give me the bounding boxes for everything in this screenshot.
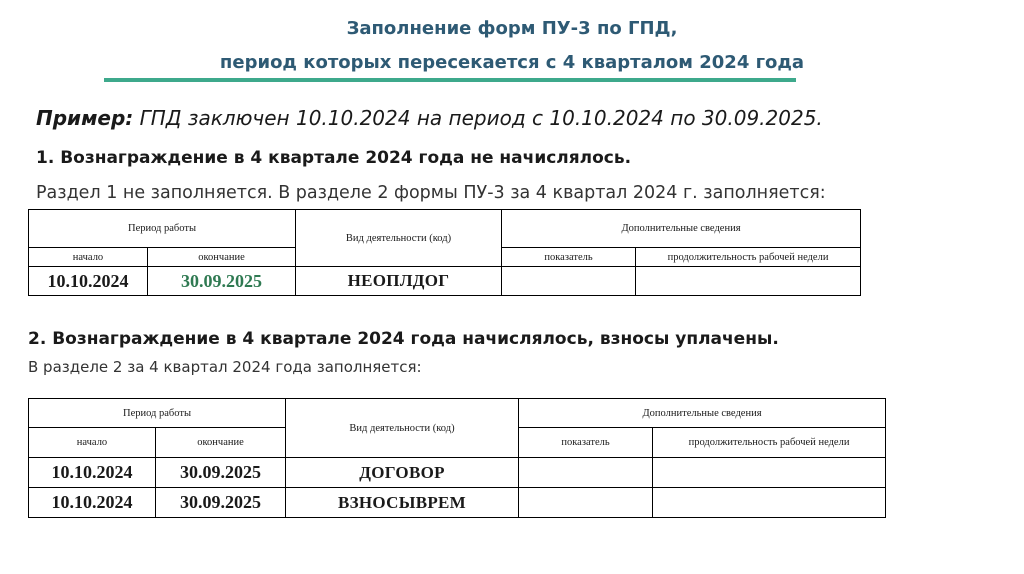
header-end: окончание bbox=[156, 428, 286, 458]
cell-indicator bbox=[519, 488, 653, 518]
cell-week-length bbox=[653, 458, 886, 488]
cell-start-date: 10.10.2024 bbox=[29, 488, 156, 518]
header-start: начало bbox=[29, 428, 156, 458]
cell-end-date: 30.09.2025 bbox=[148, 267, 296, 296]
cell-start-date: 10.10.2024 bbox=[29, 267, 148, 296]
table-row bbox=[29, 267, 861, 296]
cell-activity-code: НЕОПЛДОГ bbox=[296, 267, 502, 296]
header-indicator: показатель bbox=[502, 248, 636, 267]
header-end: окончание bbox=[148, 248, 296, 267]
table-row bbox=[29, 488, 886, 518]
cell-indicator bbox=[519, 458, 653, 488]
page-title-line-2: период которых пересекается с 4 кварталом 2024 года bbox=[219, 52, 805, 73]
cell-week-length bbox=[653, 488, 886, 518]
section-2-note: В разделе 2 за 4 квартал 2024 года заполняется: bbox=[28, 358, 422, 376]
header-week-length: продолжительность рабочей недели bbox=[653, 428, 886, 458]
cell-week-length bbox=[636, 267, 861, 296]
header-indicator: показатель bbox=[519, 428, 653, 458]
cell-activity-code: ВЗНОСЫВРЕМ bbox=[286, 488, 519, 518]
header-period: Период работы bbox=[29, 399, 286, 428]
table-row bbox=[29, 458, 886, 488]
header-start: начало bbox=[29, 248, 148, 267]
header-week-length: продолжительность рабочей недели bbox=[636, 248, 861, 267]
cell-indicator bbox=[502, 267, 636, 296]
header-additional: Дополнительные сведения bbox=[502, 210, 861, 248]
section-2-heading: 2. Вознаграждение в 4 квартале 2024 года начислялось, взносы уплачены. bbox=[28, 329, 779, 349]
header-period: Период работы bbox=[29, 210, 296, 248]
pu3-table-1 bbox=[28, 209, 861, 296]
page-title-line-1: Заполнение форм ПУ-3 по ГПД, bbox=[346, 18, 678, 39]
cell-start-date: 10.10.2024 bbox=[29, 458, 156, 488]
header-additional: Дополнительные сведения bbox=[519, 399, 886, 428]
header-activity: Вид деятельности (код) bbox=[296, 210, 502, 267]
example-line bbox=[36, 104, 823, 132]
pu3-table-2 bbox=[28, 398, 886, 518]
cell-end-date: 30.09.2025 bbox=[156, 458, 286, 488]
cell-activity-code: ДОГОВОР bbox=[286, 458, 519, 488]
section-1-heading: 1. Вознаграждение в 4 квартале 2024 года не начислялось. bbox=[36, 148, 632, 168]
example-text: ГПД заключен 10.10.2024 на период с 10.10.2024 по 30.09.2025. bbox=[133, 106, 823, 130]
cell-end-date: 30.09.2025 bbox=[156, 488, 286, 518]
example-label: Пример: bbox=[36, 106, 134, 130]
section-1-note: Раздел 1 не заполняется. В разделе 2 формы ПУ-3 за 4 квартал 2024 г. заполняется: bbox=[36, 183, 826, 203]
title-underline bbox=[104, 78, 796, 82]
header-activity: Вид деятельности (код) bbox=[286, 399, 519, 458]
